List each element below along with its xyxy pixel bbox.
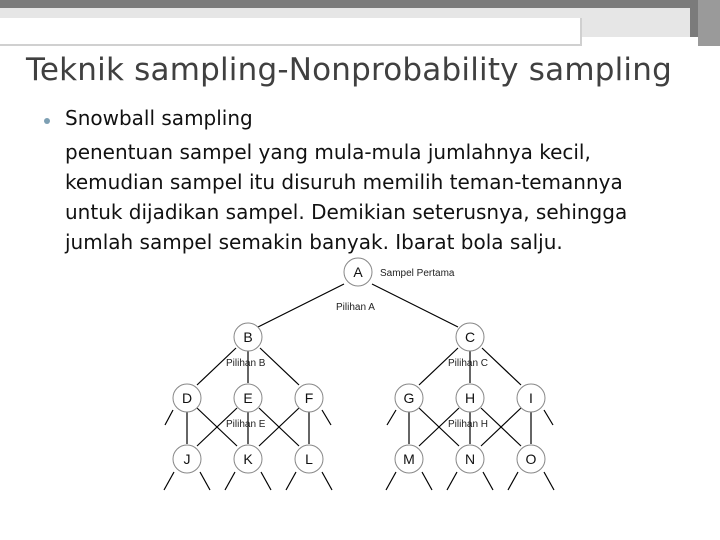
node-c [456,323,484,351]
label-pilihan-b: Pilihan B [226,358,266,369]
node-o-label: O [525,451,537,467]
edge-j-out-left [164,472,174,490]
diagram-edges [164,284,554,490]
node-b [234,323,262,351]
edge-j-out-right [200,472,210,490]
node-f [295,384,323,412]
edge-m-out-left [386,472,396,490]
edge-d-l [165,410,173,425]
edge-i-out [544,410,553,425]
bullet-heading: Snowball sampling [65,106,253,130]
node-d [173,384,201,412]
node-j-label: J [183,451,191,467]
body-line: untuk dijadikan sampel. Demikian seterusnya, sehingga [65,200,628,224]
node-l [295,445,323,473]
edge-n-out-right [483,472,493,490]
node-a-label: A [353,264,363,280]
edge-l-out-right [322,472,332,490]
label-sampel-pertama: Sampel Pertama [380,268,455,279]
label-pilihan-h: Pilihan H [448,419,489,430]
node-m-label: M [403,451,415,467]
node-k-label: K [243,451,253,467]
edge-f-out [322,410,331,425]
label-pilihan-a: Pilihan A [336,302,375,313]
node-g [395,384,423,412]
node-i-label: I [529,390,533,406]
node-i [517,384,545,412]
node-m [395,445,423,473]
node-d-label: D [181,390,193,406]
node-n-label: N [464,451,476,467]
edge-m-out-right [422,472,432,490]
label-pilihan-e: Pilihan E [226,419,266,430]
node-e [234,384,262,412]
edge-o-out-left [508,472,518,490]
edge-k-out-left [225,472,235,490]
body-line: penentuan sampel yang mula-mula jumlahnya kecil, [65,140,591,164]
edge-k-out-right [261,472,271,490]
node-k [234,445,262,473]
node-g-label: G [403,390,415,406]
node-f-label: F [304,390,314,406]
node-o [517,445,545,473]
body-line: kemudian sampel itu disuruh memilih teman-temannya [65,170,623,194]
edge-b-f [260,348,299,385]
slide-title: Teknik sampling-Nonprobability sampling [26,52,672,88]
node-a [344,258,372,286]
body-line: jumlah sampel semakin banyak. Ibarat bola salju. [65,230,563,254]
node-h-label: H [464,390,476,406]
edge-l-out-left [286,472,296,490]
node-c-label: C [464,329,476,345]
node-n [456,445,484,473]
edge-n-out-left [447,472,457,490]
node-l-label: L [305,451,313,467]
edge-g-out [387,410,396,425]
node-b-label: B [243,329,253,345]
edge-a-c [372,284,458,327]
edge-o-out-right [544,472,554,490]
node-e-label: E [243,390,253,406]
node-h [456,384,484,412]
edge-a-b [258,284,344,327]
label-pilihan-c: Pilihan C [448,358,489,369]
node-j [173,445,201,473]
